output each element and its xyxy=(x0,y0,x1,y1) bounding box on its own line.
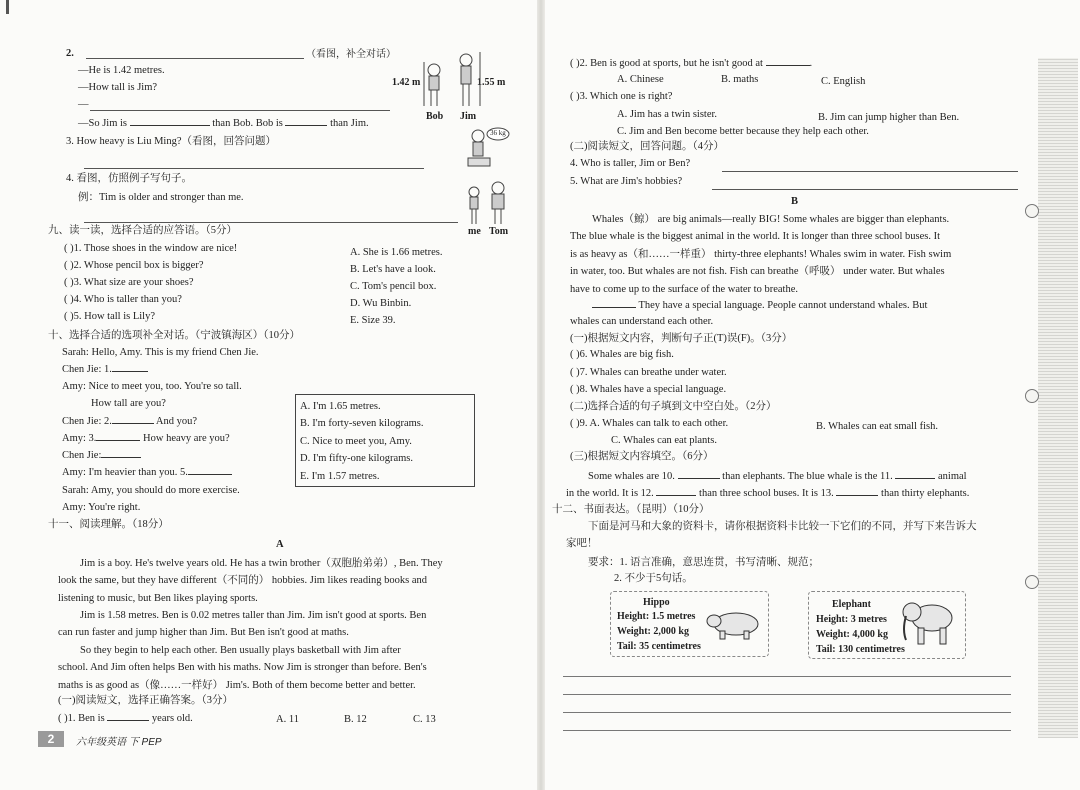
binding-hole-3 xyxy=(1025,575,1039,589)
r-q4-answer-line[interactable] xyxy=(722,171,1018,172)
s10-line-5-post: And you? xyxy=(155,416,198,427)
q2-blank-1[interactable] xyxy=(130,116,210,126)
s10-blank-5[interactable] xyxy=(188,465,232,475)
s9-item-3[interactable]: ( )3. What size are your shoes? xyxy=(64,277,194,288)
para1-line-2: look the same, but they have different（不同的） hobbies. Jim likes reading books and xyxy=(58,575,427,587)
writing-line-4[interactable] xyxy=(563,730,1011,731)
s10-line-8 xyxy=(62,465,232,479)
q2-line1: —He is 1.42 metres. xyxy=(78,65,165,76)
r-fill-11-blank[interactable] xyxy=(895,469,935,479)
r-fill-12-blank[interactable] xyxy=(656,486,696,496)
s10-line-2-text: Chen Jie: 1. xyxy=(62,364,112,375)
r-fill-13-pre: than three school buses. It is 13. xyxy=(699,488,834,499)
fig-height-bob: 1.42 m xyxy=(392,77,421,88)
passage-b-para-1 xyxy=(570,211,1018,298)
s10-option-c: C. Nice to meet you, Amy. xyxy=(300,436,412,447)
q3-text: 3. How heavy is Liu Ming?（看图，回答问题） xyxy=(66,136,276,147)
r-fill-11-pre: than elephants. The blue whale is the 11. xyxy=(722,471,893,482)
s9-answer-b: B. Let's have a look. xyxy=(350,264,436,275)
r-fill-13-blank[interactable] xyxy=(836,486,878,496)
s10-line-7 xyxy=(62,448,141,462)
q2-number: 2. xyxy=(66,48,74,59)
r-tf-7[interactable]: ( )7. Whales can breathe under water. xyxy=(570,367,727,378)
parab-line-2: The blue whale is the biggest animal in the world. It is longer than three school buses. It xyxy=(570,231,941,243)
s10-line-6 xyxy=(62,431,230,445)
s10-line-2 xyxy=(62,362,148,376)
q2-so-pre: —So Jim is xyxy=(78,118,128,129)
writing-line-2[interactable] xyxy=(563,694,1011,695)
writing-line-1[interactable] xyxy=(563,676,1011,677)
q2-hint: （看图，补全对话） xyxy=(306,49,396,60)
s9-answer-e: E. Size 39. xyxy=(350,315,396,326)
para3-line-1: So they begin to help each other. Ben usually plays basketball with Jim after xyxy=(80,645,401,656)
r-fill-line-1 xyxy=(588,469,967,483)
r-q4: 4. Who is taller, Jim or Ben? xyxy=(570,158,691,169)
fig-label-bob: Bob xyxy=(426,111,444,122)
q2-line2: —How tall is Jim? xyxy=(78,82,158,93)
s10-line-8-text: Amy: I'm heavier than you. 5. xyxy=(62,467,188,478)
para1-line-1: Jim is a boy. He's twelve years old. He has a twin brother（双胞胎弟弟）, Ben. They xyxy=(80,558,443,569)
elephant-weight: Weight: 4,000 kg xyxy=(816,629,888,640)
s10-line-1: Sarah: Hello, Amy. This is my friend Chen Jie. xyxy=(62,347,259,358)
elephant-icon xyxy=(898,598,962,648)
r-q2-opt-a[interactable]: A. Chinese xyxy=(617,74,664,85)
r-fill-10-pre: Some whales are 10. xyxy=(588,471,675,482)
s10-line-5 xyxy=(62,414,197,428)
s11-q1-opt-b[interactable]: B. 12 xyxy=(344,714,367,725)
elephant-name: Elephant xyxy=(832,599,871,610)
r-sub-b3: (三)根据短文内容填空。（6分） xyxy=(570,451,714,462)
s10-line-3: Amy: Nice to meet you, too. You're so tall. xyxy=(62,381,242,392)
r-fill-10-blank[interactable] xyxy=(678,469,720,479)
s10-blank-4[interactable] xyxy=(101,448,141,458)
s10-blank-3[interactable] xyxy=(96,431,140,441)
q2-so-mid: than Bob. Bob is xyxy=(212,118,283,129)
s9-item-1[interactable]: ( )1. Those shoes in the window are nice! xyxy=(64,243,238,254)
r-sub-b2: (二)选择合适的句子填到文中空白处。（2分） xyxy=(570,401,777,412)
s9-item-4[interactable]: ( )4. Who is taller than you? xyxy=(64,294,182,305)
s11-sub-1: (一)阅读短文，选择正确答案。（3分） xyxy=(58,695,233,706)
para1-line-3: listening to music, but Ben likes playing sports. xyxy=(58,592,258,604)
r-tf-8[interactable]: ( )8. Whales have a special language. xyxy=(570,384,727,395)
s9-answer-c: C. Tom's pencil box. xyxy=(350,281,437,292)
r-tf-6[interactable]: ( )6. Whales are big fish. xyxy=(570,349,674,360)
fig-label-tom: Tom xyxy=(489,226,509,237)
r-fill-line-2 xyxy=(566,486,969,500)
s10-line-10: Amy: You're right. xyxy=(62,502,141,513)
parab-line-1: Whales（鲸） are big animals—really BIG! Some whales are bigger than elephants. xyxy=(592,214,950,225)
passage-a-para-3 xyxy=(58,642,504,694)
para3-line-2: school. And Jim often helps Ben with his maths. Now Jim is stronger than before. Ben's xyxy=(58,662,427,674)
r-fill-12-pre: in the world. It is 12. xyxy=(566,488,654,499)
s10-option-a: A. I'm 1.65 metres. xyxy=(300,401,381,412)
elephant-tail: Tail: 130 centimetres xyxy=(816,644,905,655)
hippo-icon xyxy=(706,606,764,642)
s11-q1-opt-a[interactable]: A. 11 xyxy=(276,714,299,725)
fig-label-jim: Jim xyxy=(460,111,477,122)
s10-line-9: Sarah: Amy, you should do more exercise. xyxy=(62,485,240,496)
q2-so-line xyxy=(78,116,369,130)
s10-line-6-post: How heavy are you? xyxy=(143,433,230,444)
r-q3-opt-a[interactable]: A. Jim has a twin sister. xyxy=(617,109,718,120)
q2-answer-line-2[interactable] xyxy=(90,110,390,111)
s9-title: 九、读一读，选择合适的应答语。（5分） xyxy=(48,225,237,236)
q4-answer-line[interactable] xyxy=(84,222,458,223)
passage-b-blank[interactable] xyxy=(592,298,636,308)
hippo-weight: Weight: 2,000 kg xyxy=(617,626,689,637)
s12-text-2: 家吧！ xyxy=(566,538,598,549)
q2-so-post: than Jim. xyxy=(330,118,369,129)
para3-line-3: maths is as good as（像……一样好） Jim's. Both of them become better and better. xyxy=(58,679,416,691)
parab-line-4: in water, too. But whales are not fish. Fish can breathe（呼吸） under water. But whales xyxy=(570,266,945,278)
passage-a-para-2 xyxy=(58,607,504,642)
binding-hole-1 xyxy=(1025,204,1039,218)
parab-line-3: is as heavy as（和……一样重） thirty-three elephants! Whales swim in water. Fish swim xyxy=(570,248,952,260)
r-sub-2: (二)阅读短文，回答问题。（4分） xyxy=(570,141,724,152)
q4-example: 例：Tim is older and stronger than me. xyxy=(78,192,244,203)
s12-text-1: 下面是河马和大象的资料卡，请你根据资料卡比较一下它们的不同，并写下来告诉大 xyxy=(588,521,977,532)
s10-option-e: E. I'm 1.57 metres. xyxy=(300,471,380,482)
r-q2-text: ( )2. Ben is good at sports, but he isn't good at xyxy=(570,58,763,69)
parab2-line-1: They have a special language. People cannot understand whales. But xyxy=(638,300,928,311)
parab-line-5: have to come up to the surface of the water to breathe. xyxy=(570,283,798,295)
q2-answer-line[interactable] xyxy=(86,58,304,59)
parab2-line-2: whales can understand each other. xyxy=(570,316,714,327)
bob-jim-illustration xyxy=(418,50,488,110)
r-fill-13-post: than thirty elephants. xyxy=(881,488,970,499)
passage-a-label: A xyxy=(276,539,284,550)
r-q9-opt-c[interactable]: C. Whales can eat plants. xyxy=(611,435,717,446)
scale-label: 36 kg xyxy=(490,129,506,137)
r-q3[interactable]: ( )3. Which one is right? xyxy=(570,91,673,102)
s10-option-d: D. I'm fifty-one kilograms. xyxy=(300,453,413,464)
q2-line3: — xyxy=(78,99,89,110)
s10-line-7-text: Chen Jie: xyxy=(62,450,102,461)
s9-answer-a: A. She is 1.66 metres. xyxy=(350,247,443,258)
s10-blank-1[interactable] xyxy=(112,362,148,372)
r-q3-opt-c[interactable]: C. Jim and Ben become better because they help each other. xyxy=(617,126,869,137)
s9-item-2[interactable]: ( )2. Whose pencil box is bigger? xyxy=(64,260,204,271)
s9-answer-d: D. Wu Binbin. xyxy=(350,298,412,309)
passage-b-label: B xyxy=(791,196,799,207)
r-q2-opt-b[interactable]: B. maths xyxy=(721,74,759,85)
r-q2-blank[interactable] xyxy=(766,56,810,66)
s12-req-2: 2. 不少于5句话。 xyxy=(614,573,693,584)
fig-label-me: me xyxy=(468,226,481,237)
hippo-name: Hippo xyxy=(643,597,670,608)
r-fill-11-post: animal xyxy=(938,471,967,482)
r-q2-opt-c[interactable]: C. English xyxy=(821,76,866,87)
s11-q1-post: years old. xyxy=(151,713,193,724)
r-sub-b1: (一)根据短文内容，判断句子正(T)误(F)。（3分） xyxy=(570,333,793,344)
para2-line-2: can run faster and jump higher than Jim. But Ben isn't good at maths. xyxy=(58,627,349,639)
r-q9[interactable]: ( )9. A. Whales can talk to each other. xyxy=(570,418,729,429)
page-number: 2 xyxy=(38,731,64,747)
r-q2[interactable]: ( )2. Ben is good at sports, but he isn't good at . xyxy=(570,58,813,69)
s11-q1-pre: ( )1. Ben is xyxy=(58,713,105,724)
r-q3-opt-b[interactable]: B. Jim can jump higher than Ben. xyxy=(818,112,960,123)
book-title: 六年级英语 下 PEP xyxy=(76,737,162,748)
passage-a-para-1 xyxy=(58,555,504,607)
fig-height-jim: 1.55 m xyxy=(477,77,506,88)
s10-title: 十、选择合适的选项补全对话。（宁波镇海区）（10分） xyxy=(48,330,300,341)
s11-q1-opt-c[interactable]: C. 13 xyxy=(413,714,436,725)
hippo-tail: Tail: 35 centimetres xyxy=(617,641,701,652)
hippo-height: Height: 1.5 metres xyxy=(617,611,696,622)
s9-item-5[interactable]: ( )5. How tall is Lily? xyxy=(64,311,155,322)
s12-req-1: 要求：1. 语言准确，意思连贯，书写清晰、规范； xyxy=(588,557,819,568)
s10-line-6-pre: Amy: 3. xyxy=(62,433,97,444)
passage-b-para-2 xyxy=(592,298,927,312)
s10-line-5-pre: Chen Jie: 2. xyxy=(62,416,112,427)
binding-hole-2 xyxy=(1025,389,1039,403)
binding-strip xyxy=(1038,58,1078,738)
para2-line-1: Jim is 1.58 metres. Ben is 0.02 metres taller than Jim. Jim isn't good at sports. Ben xyxy=(80,610,427,621)
me-tom-illustration xyxy=(462,180,512,226)
s10-blank-2[interactable] xyxy=(112,414,154,424)
r-q5-answer-line[interactable] xyxy=(712,189,1018,190)
corner-mark xyxy=(6,0,9,14)
q3-answer-line[interactable] xyxy=(84,168,424,169)
q2-blank-2[interactable] xyxy=(285,116,327,126)
r-q5: 5. What are Jim's hobbies? xyxy=(570,176,683,187)
s11-q1[interactable] xyxy=(58,711,193,725)
elephant-height: Height: 3 metres xyxy=(816,614,887,625)
book-spine xyxy=(537,0,545,790)
s10-option-b: B. I'm forty-seven kilograms. xyxy=(300,418,424,429)
r-q9-opt-b[interactable]: B. Whales can eat small fish. xyxy=(816,421,938,432)
s11-title: 十一、阅读理解。（18分） xyxy=(48,519,169,530)
s11-q1-blank[interactable] xyxy=(107,711,149,721)
s12-title: 十二、书面表达。（昆明）（10分） xyxy=(552,504,710,515)
writing-line-3[interactable] xyxy=(563,712,1011,713)
q4-text: 4. 看图，仿照例子写句子。 xyxy=(66,173,192,184)
s10-line-4: How tall are you? xyxy=(91,398,166,409)
